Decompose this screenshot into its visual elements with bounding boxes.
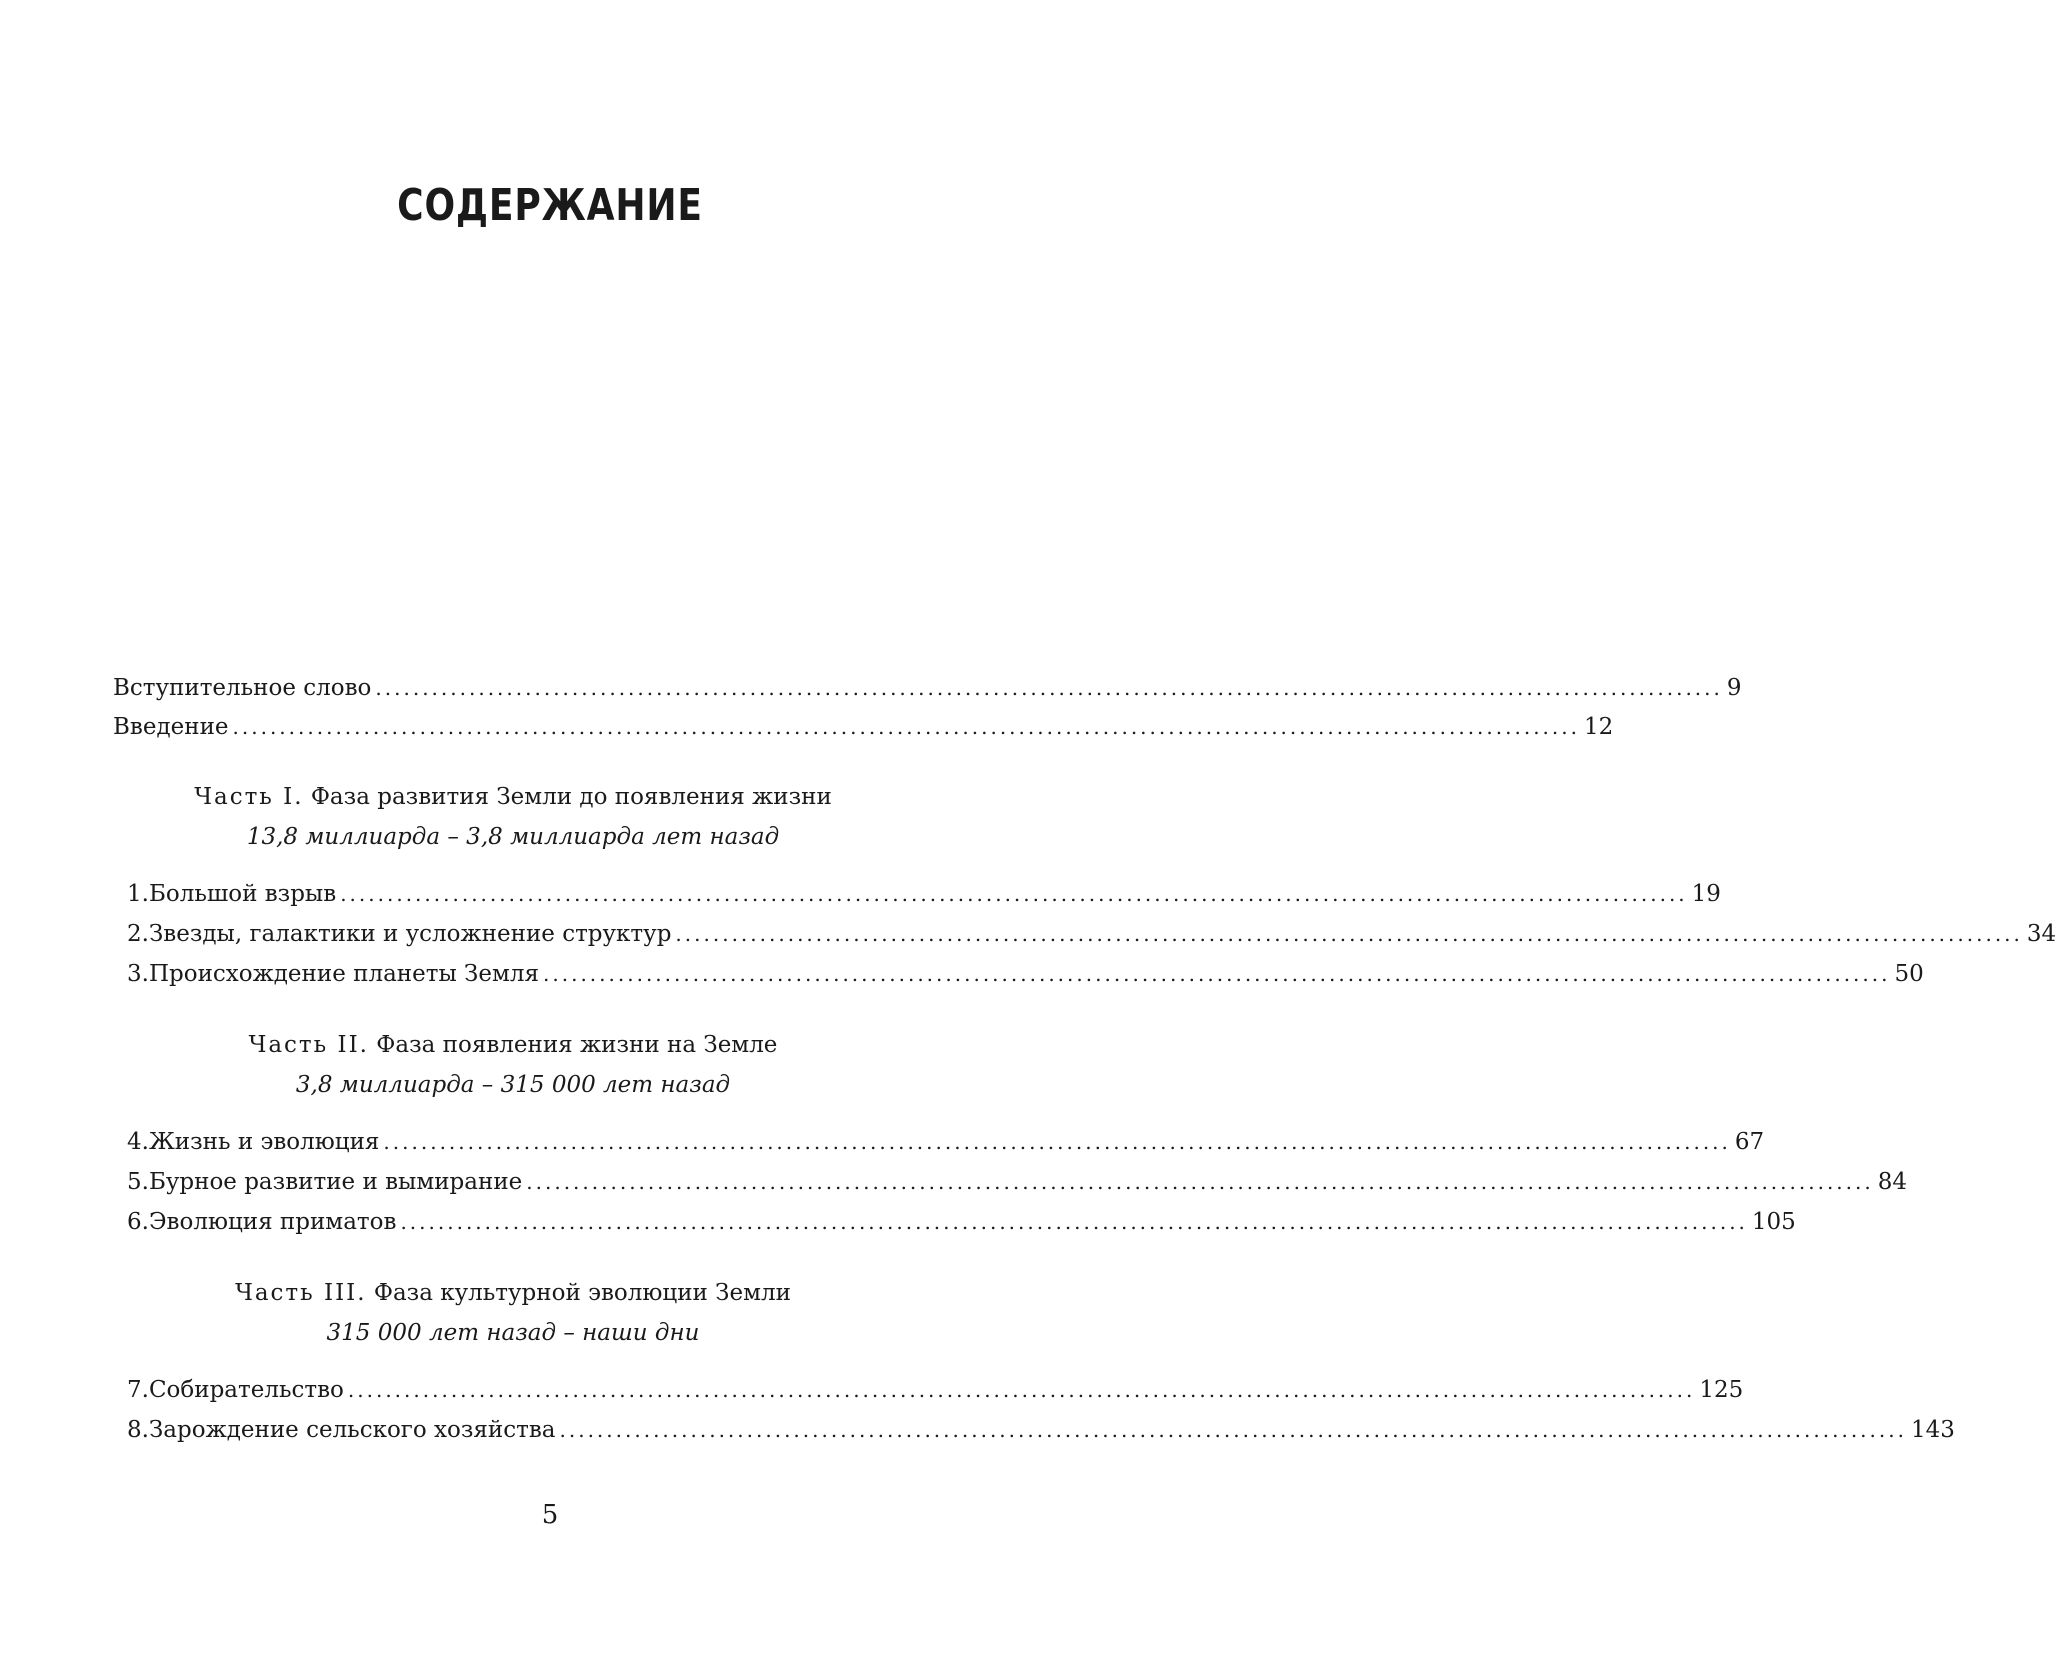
toc-entry-foreword[interactable] (113, 675, 1742, 714)
chapter-number: 4. (127, 1129, 149, 1155)
part-heading (113, 1273, 913, 1313)
part-period: 315 000 лет назад – наши дни (326, 1320, 700, 1346)
toc-entry-page: 9 (1726, 675, 1742, 701)
toc-entry-chapter[interactable] (113, 1169, 1908, 1209)
toc-entry-page: 12 (1583, 714, 1614, 740)
toc-entry-chapter[interactable] (113, 1209, 1796, 1249)
leader-dots: ................................................................................................................................................ (347, 1378, 1696, 1402)
leader-dots: ................................................................................................................................................ (543, 962, 1891, 986)
toc-entry-page: 84 (1877, 1169, 1908, 1195)
toc-entry-chapter[interactable] (113, 1377, 1744, 1417)
toc-entry-chapter[interactable] (113, 1129, 1765, 1169)
table-of-contents (113, 675, 2056, 1457)
part-period: 3,8 миллиарда – 315 000 лет назад (295, 1072, 731, 1098)
part-heading (113, 777, 913, 817)
page-title: СОДЕРЖАНИЕ (397, 180, 703, 231)
toc-entry-label: Большой взрыв (148, 881, 337, 907)
chapter-number: 1. (127, 881, 149, 907)
toc-entry-page: 105 (1751, 1209, 1796, 1235)
toc-entry-page: 50 (1894, 961, 1924, 987)
toc-entry-label: Эволюция приматов (148, 1209, 397, 1235)
leader-dots: ................................................................................................................................................ (559, 1418, 1907, 1442)
part-heading (113, 1025, 913, 1065)
toc-entry-label: Введение (113, 714, 229, 740)
toc-entry-label: Звезды, галактики и усложнение структур (148, 921, 672, 947)
leader-dots: ................................................................................................................................................ (383, 1130, 1731, 1154)
toc-entry-label: Зарождение сельского хозяйства (148, 1417, 556, 1443)
leader-dots: ................................................................................................................................................ (232, 715, 1580, 739)
toc-entry-introduction[interactable] (113, 714, 1614, 753)
chapter-number: 8. (127, 1417, 149, 1443)
toc-entry-label: Происхождение планеты Земля (148, 961, 540, 987)
part-heading-text: Фаза развития Земли до появления жизни (310, 784, 832, 810)
toc-entry-label: Бурное развитие и вымирание (148, 1169, 523, 1195)
part-period: 13,8 миллиарда – 3,8 миллиарда лет назад (246, 824, 780, 850)
toc-entry-label: Собирательство (148, 1377, 344, 1403)
toc-entry-chapter[interactable] (113, 1417, 1955, 1457)
toc-entry-chapter[interactable] (113, 961, 1924, 1001)
leader-dots: ................................................................................................................................................ (526, 1170, 1874, 1194)
chapter-number: 5. (127, 1169, 149, 1195)
leader-dots: ................................................................................................................................................ (675, 922, 2023, 946)
part-heading-prefix: Часть I. (194, 784, 304, 810)
page-number: 5 (541, 1500, 559, 1530)
toc-entry-chapter[interactable] (113, 881, 1721, 921)
part-heading-text: Фаза культурной эволюции Земли (373, 1280, 791, 1306)
toc-entry-page: 67 (1734, 1129, 1765, 1155)
toc-entry-page: 143 (1910, 1417, 1955, 1443)
part-heading-prefix: Часть III. (235, 1280, 367, 1306)
leader-dots: ................................................................................................................................................ (340, 882, 1688, 906)
chapter-number: 2. (127, 921, 149, 947)
toc-entry-label: Жизнь и эволюция (148, 1129, 380, 1155)
part-heading-prefix: Часть II. (248, 1032, 369, 1058)
part-heading-text: Фаза появления жизни на Земле (376, 1032, 778, 1058)
toc-entry-page: 19 (1691, 881, 1721, 907)
toc-entry-label: Вступительное слово (113, 675, 372, 701)
toc-entry-page: 34 (2026, 921, 2056, 947)
chapter-number: 6. (127, 1209, 149, 1235)
toc-entry-page: 125 (1699, 1377, 1744, 1403)
leader-dots: ................................................................................................................................................ (400, 1210, 1748, 1234)
chapter-number: 3. (127, 961, 149, 987)
toc-entry-chapter[interactable] (113, 921, 2056, 961)
chapter-number: 7. (127, 1377, 149, 1403)
leader-dots: ................................................................................................................................................ (375, 676, 1723, 700)
